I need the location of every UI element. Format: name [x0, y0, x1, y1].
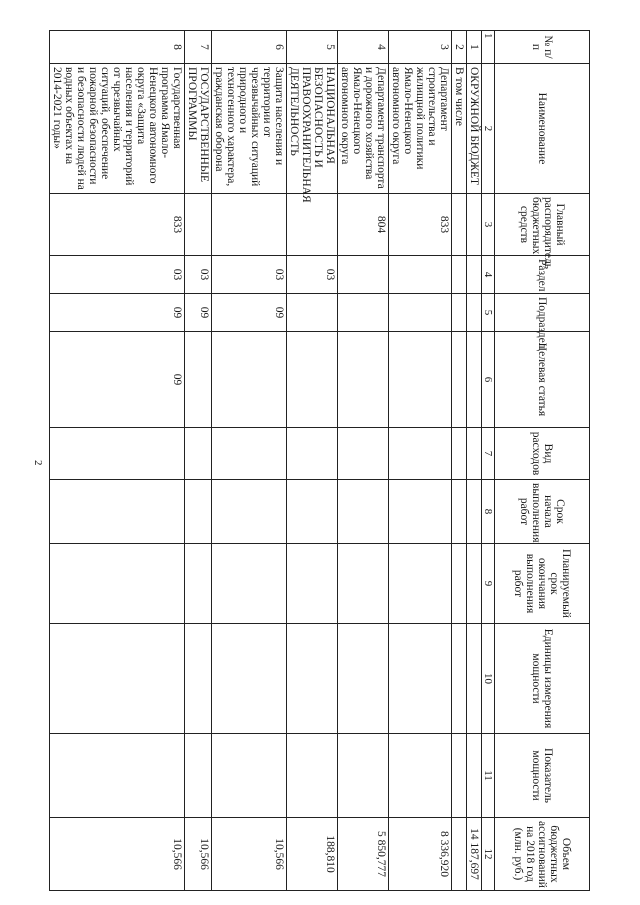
- row-end-date: [338, 544, 389, 624]
- row-razdel: [389, 256, 452, 294]
- column-number: 7: [482, 428, 495, 480]
- row-start-date: [338, 480, 389, 544]
- row-amount: 188,810: [287, 818, 338, 891]
- row-start-date: [212, 480, 287, 544]
- row-unit: [338, 624, 389, 734]
- row-razdel: 03: [185, 256, 212, 294]
- header-cell: Объем бюджетных ассигнований на 2018 год (млн. руб.): [495, 818, 590, 891]
- row-amount: 5 850,777: [338, 818, 389, 891]
- column-number: 9: [482, 544, 495, 624]
- row-amount: 10,566: [50, 818, 185, 891]
- table-row: [212, 31, 287, 891]
- header-cell: Вид расходов: [495, 428, 590, 480]
- row-end-date: [389, 544, 452, 624]
- column-number-row: [482, 31, 495, 891]
- row-expense-type: [212, 428, 287, 480]
- row-number: 6: [212, 31, 287, 64]
- row-amount: 8 336,920: [389, 818, 452, 891]
- row-amount: [452, 818, 467, 891]
- column-number: 12: [482, 818, 495, 891]
- table-row: [389, 31, 452, 891]
- row-start-date: [50, 480, 185, 544]
- row-start-date: [452, 480, 467, 544]
- row-end-date: [185, 544, 212, 624]
- row-name: Департамент строительства и жилищной политики Ямало-Ненецкого автономного округа: [389, 64, 452, 194]
- budget-table: [49, 30, 590, 891]
- row-grbs: [452, 194, 467, 256]
- row-number: 5: [287, 31, 338, 64]
- row-unit: [389, 624, 452, 734]
- row-name: Государственная программа Ямало-Ненецкого автономного округа «Защита населения и территорий от чрезвычайных ситуаций, обеспечение пожарной безопасности и безопасности людей на водных объектах на 2014-2021 годы»: [50, 64, 185, 194]
- rotated-page-content: [51, 30, 590, 890]
- column-number: 10: [482, 624, 495, 734]
- row-power: [452, 734, 467, 818]
- row-razdel: 03: [287, 256, 338, 294]
- row-razdel: 03: [50, 256, 185, 294]
- row-podrazdel: 09: [212, 294, 287, 332]
- row-grbs: [287, 194, 338, 256]
- row-unit: [185, 624, 212, 734]
- row-grbs: 833: [389, 194, 452, 256]
- page-number: 2: [32, 460, 44, 466]
- row-name: ОКРУЖНОЙ БЮДЖЕТ: [467, 64, 482, 194]
- row-amount: 10,566: [185, 818, 212, 891]
- row-target-article: [452, 332, 467, 428]
- row-podrazdel: [389, 294, 452, 332]
- column-number: 2: [482, 64, 495, 194]
- row-number: 3: [389, 31, 452, 64]
- table-row: [287, 31, 338, 891]
- header-cell: Раздел: [495, 256, 590, 294]
- header-cell: Планируемый срок окончания выполнения работ: [495, 544, 590, 624]
- row-end-date: [212, 544, 287, 624]
- header-cell: Главный распорядитель бюджетных средств: [495, 194, 590, 256]
- row-power: [185, 734, 212, 818]
- row-end-date: [287, 544, 338, 624]
- row-amount: 10,566: [212, 818, 287, 891]
- row-unit: [50, 624, 185, 734]
- row-podrazdel: [287, 294, 338, 332]
- row-target-article: [338, 332, 389, 428]
- table-row: [467, 31, 482, 891]
- row-name: Департамент транспорта и дорожного хозяйства Ямало-Ненецкого автономного округа: [338, 64, 389, 194]
- row-number: 7: [185, 31, 212, 64]
- column-number: 6: [482, 332, 495, 428]
- table-row: [185, 31, 212, 891]
- column-number: 1: [482, 31, 495, 64]
- table-row: [50, 31, 185, 891]
- table-row: [338, 31, 389, 891]
- row-grbs: 804: [338, 194, 389, 256]
- row-target-article: [389, 332, 452, 428]
- row-power: [50, 734, 185, 818]
- row-target-article: [467, 332, 482, 428]
- table-header-row: [495, 31, 590, 891]
- row-amount: 14 187,697: [467, 818, 482, 891]
- row-razdel: [467, 256, 482, 294]
- row-podrazdel: [338, 294, 389, 332]
- header-cell: Показатель мощности: [495, 734, 590, 818]
- row-power: [389, 734, 452, 818]
- header-cell: Наименование: [495, 64, 590, 194]
- row-expense-type: [467, 428, 482, 480]
- row-expense-type: [50, 428, 185, 480]
- row-unit: [452, 624, 467, 734]
- row-power: [287, 734, 338, 818]
- header-cell: Срок начала выполнения работ: [495, 480, 590, 544]
- row-power: [212, 734, 287, 818]
- column-number: 3: [482, 194, 495, 256]
- row-target-article: [287, 332, 338, 428]
- row-start-date: [287, 480, 338, 544]
- column-number: 4: [482, 256, 495, 294]
- row-grbs: 833: [50, 194, 185, 256]
- row-unit: [467, 624, 482, 734]
- row-name: ГОСУДАРСТВЕННЫЕ ПРОГРАММЫ: [185, 64, 212, 194]
- row-number: 1: [467, 31, 482, 64]
- table-row: [452, 31, 467, 891]
- row-start-date: [185, 480, 212, 544]
- row-target-article: 09: [50, 332, 185, 428]
- row-expense-type: [389, 428, 452, 480]
- column-number: 8: [482, 480, 495, 544]
- row-name: НАЦИОНАЛЬНАЯ БЕЗОПАСНОСТЬ И ПРАВООХРАНИТЕЛЬНАЯ ДЕЯТЕЛЬНОСТЬ: [287, 64, 338, 194]
- row-end-date: [50, 544, 185, 624]
- row-name: В том числе: [452, 64, 467, 194]
- row-power: [467, 734, 482, 818]
- header-cell: Целевая статья: [495, 332, 590, 428]
- row-number: 8: [50, 31, 185, 64]
- row-number: 4: [338, 31, 389, 64]
- row-podrazdel: [467, 294, 482, 332]
- header-cell: № п/п: [495, 31, 590, 64]
- row-name: Защита населения и территории от чрезвычайных ситуаций природного и техногенного характера, гражданская оборона: [212, 64, 287, 194]
- row-grbs: [185, 194, 212, 256]
- row-target-article: [212, 332, 287, 428]
- header-cell: Единицы измерения мощности: [495, 624, 590, 734]
- row-grbs: [467, 194, 482, 256]
- row-end-date: [452, 544, 467, 624]
- row-start-date: [467, 480, 482, 544]
- row-end-date: [467, 544, 482, 624]
- header-cell: Подраздел: [495, 294, 590, 332]
- row-razdel: 03: [212, 256, 287, 294]
- row-podrazdel: 09: [185, 294, 212, 332]
- row-expense-type: [452, 428, 467, 480]
- row-razdel: [338, 256, 389, 294]
- row-expense-type: [185, 428, 212, 480]
- column-number: 11: [482, 734, 495, 818]
- row-grbs: [212, 194, 287, 256]
- row-unit: [212, 624, 287, 734]
- row-target-article: [185, 332, 212, 428]
- row-unit: [287, 624, 338, 734]
- row-number: 2: [452, 31, 467, 64]
- row-power: [338, 734, 389, 818]
- row-podrazdel: 09: [50, 294, 185, 332]
- column-number: 5: [482, 294, 495, 332]
- row-start-date: [389, 480, 452, 544]
- row-podrazdel: [452, 294, 467, 332]
- row-expense-type: [338, 428, 389, 480]
- row-razdel: [452, 256, 467, 294]
- row-expense-type: [287, 428, 338, 480]
